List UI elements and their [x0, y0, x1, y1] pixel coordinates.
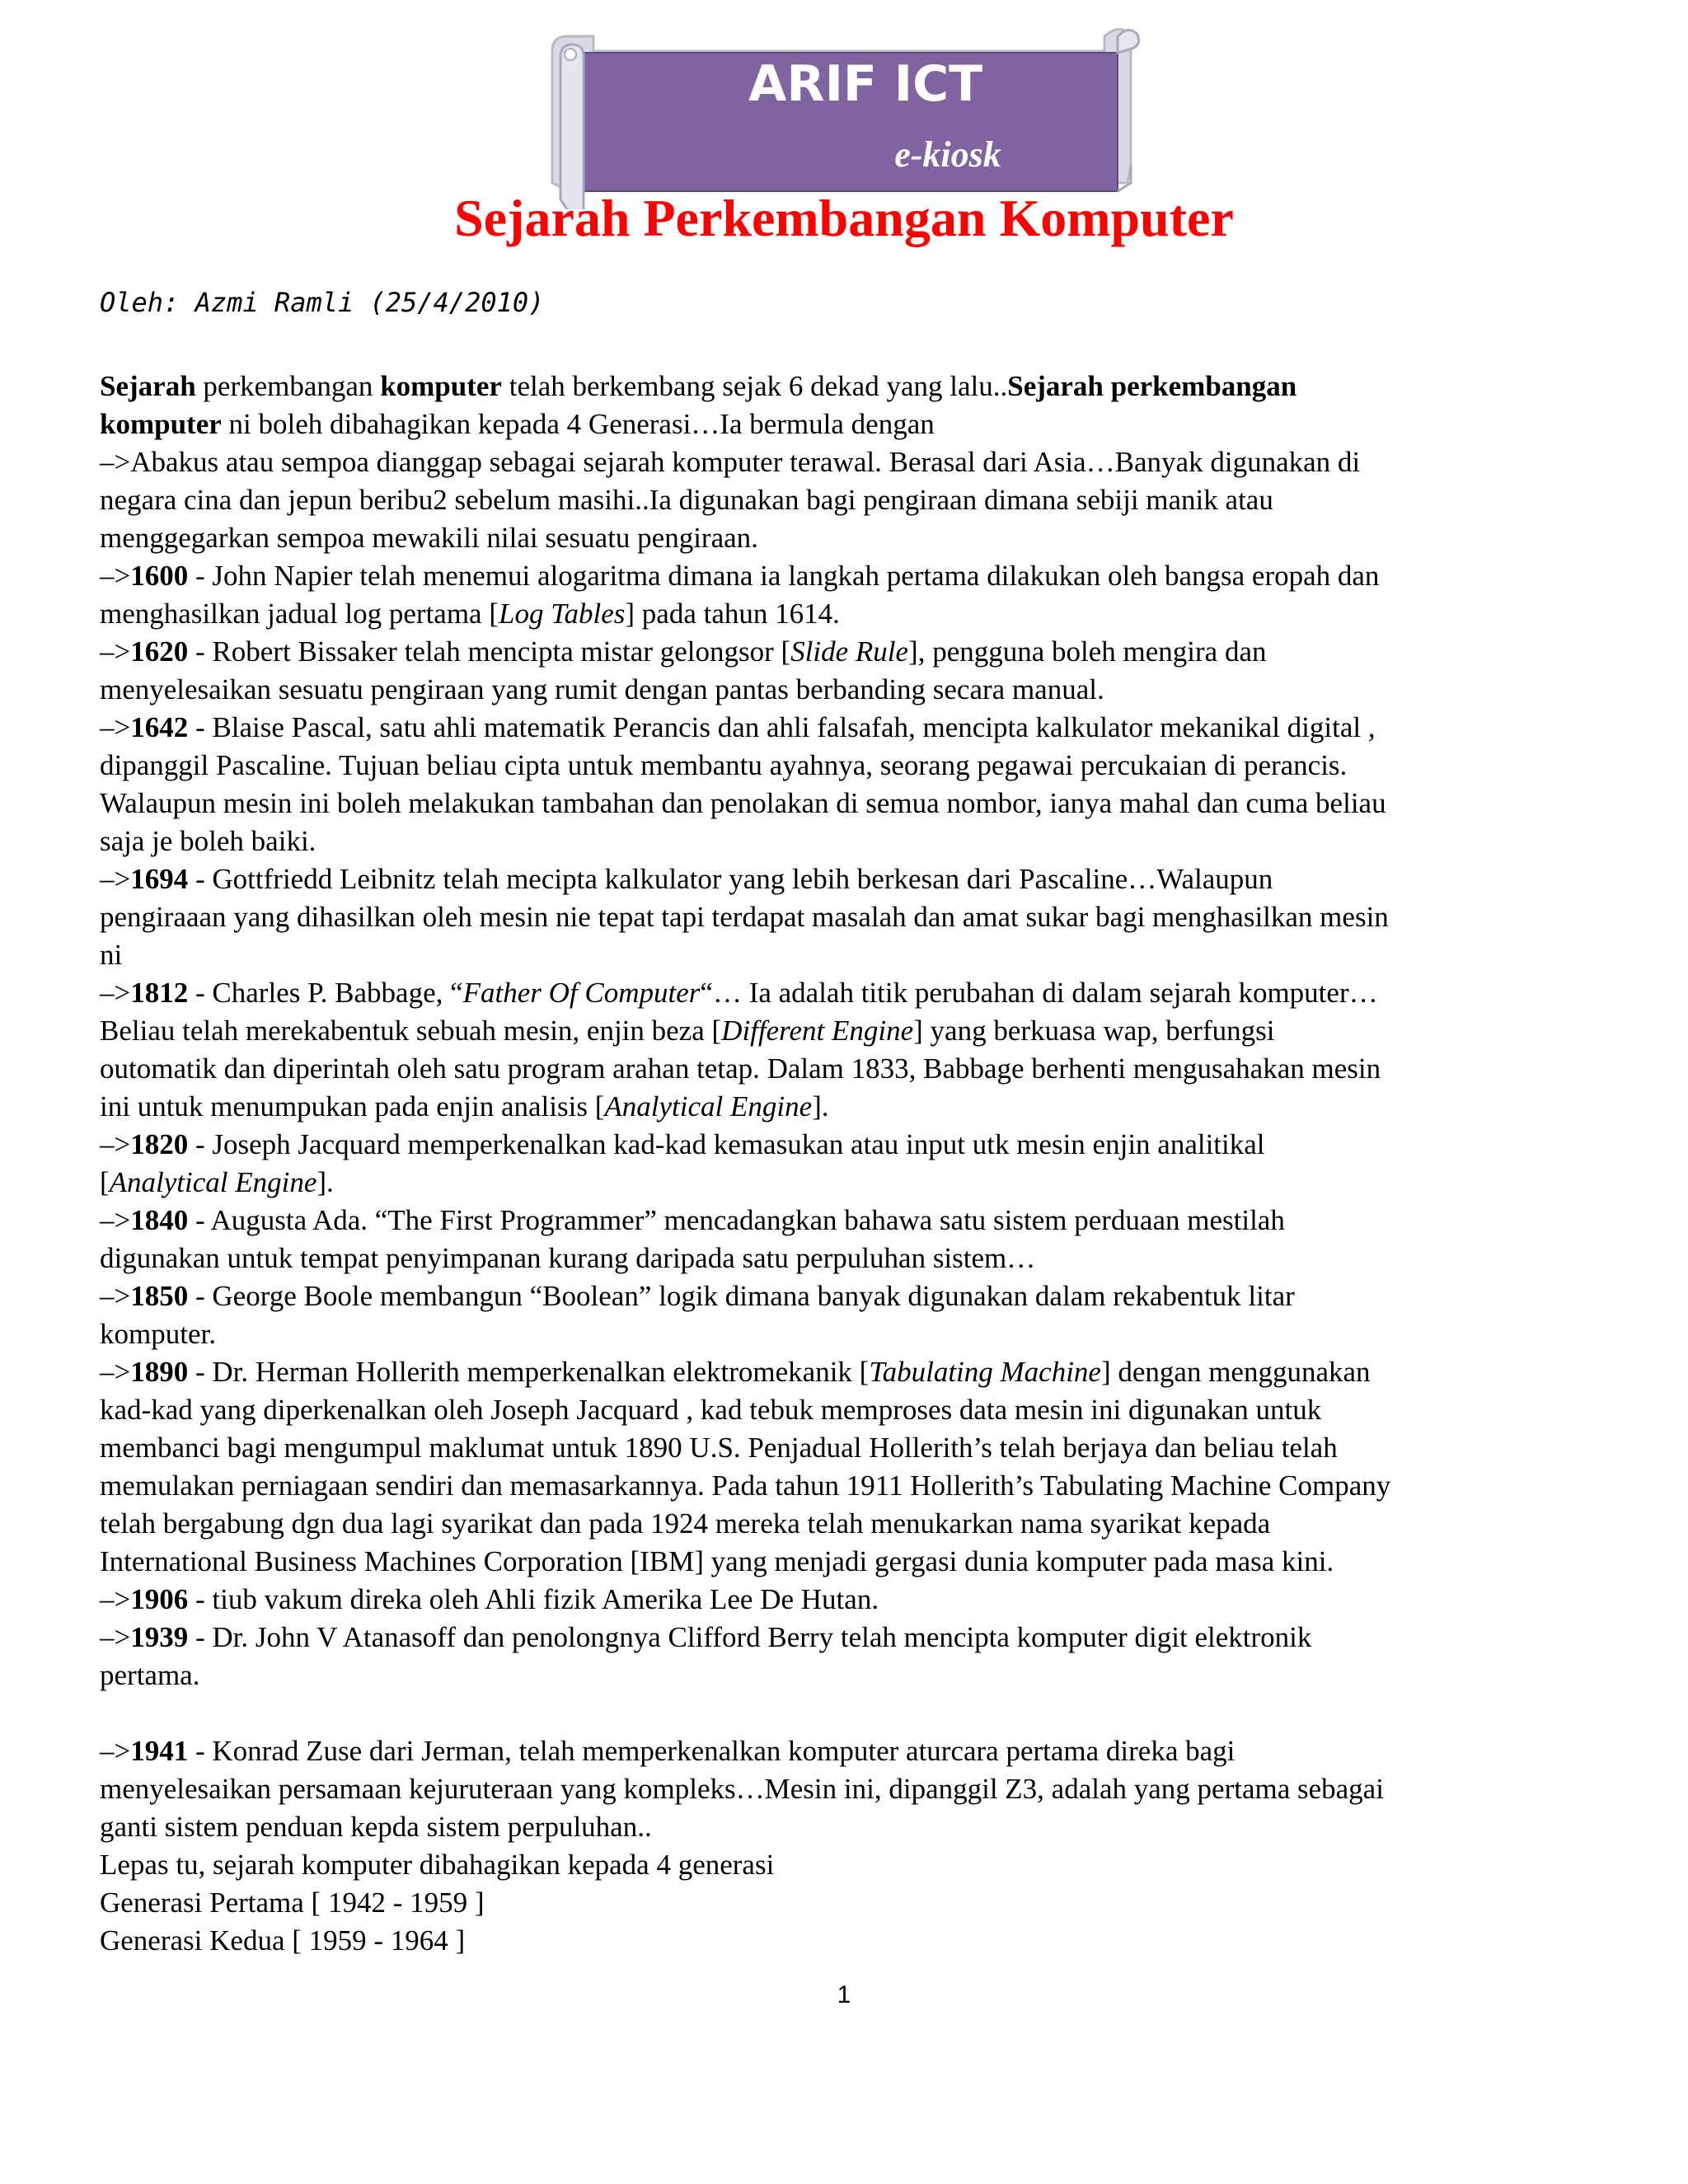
text-run: ].: [812, 1090, 829, 1122]
text-run: - George Boole membangun “Boolean” logik dimana banyak digunakan dalam rekabentuk litar: [188, 1280, 1295, 1312]
text-run: - Blaise Pascal, satu ahli matematik Perancis dan ahli falsafah, mencipta kalkulator mekanikal digital ,: [188, 711, 1376, 743]
body-line: [100, 1240, 1596, 1277]
text-run: telah bergabung dgn dua lagi syarikat dan pada 1924 mereka telah menukarkan nama syarikat kepada: [100, 1507, 1271, 1540]
text-run: Lepas tu, sejarah komputer dibahagikan kepada 4 generasi: [100, 1849, 775, 1881]
text-run: –>: [100, 1128, 131, 1160]
text-run: - tiub vakum direka oleh Ahli fizik Amerika Lee De Hutan.: [188, 1583, 879, 1615]
body-line: [100, 1012, 1596, 1050]
text-run: ini untuk menumpukan pada enjin analisis [: [100, 1090, 605, 1122]
body-line: [100, 1315, 1596, 1353]
text-run: –>: [100, 635, 131, 668]
banner-logo: [528, 18, 1154, 209]
text-run: pengiraaan yang dihasilkan oleh mesin nie tepat tapi terdapat masalah dan amat sukar bagi menghasilkan mesin: [100, 901, 1389, 933]
text-run: menggegarkan sempoa mewakili nilai sesuatu pengiraan.: [100, 522, 758, 554]
body-line: [100, 1657, 1596, 1694]
text-run: Tabulating Machine: [869, 1356, 1101, 1388]
text-run: –>: [100, 560, 131, 592]
body-line: [100, 898, 1596, 936]
text-run: 1890: [130, 1356, 189, 1388]
text-run: Log Tables: [499, 598, 626, 630]
body-line: [100, 1581, 1596, 1619]
text-run: 1840: [130, 1204, 189, 1236]
banner-title: ARIF ICT: [748, 55, 983, 113]
text-run: Generasi Kedua [ 1959 - 1964 ]: [100, 1924, 466, 1957]
text-run: Sejarah perkembangan: [1007, 370, 1297, 402]
text-run: –>Abakus atau sempoa dianggap sebagai sejarah komputer terawal. Berasal dari Asia…Banyak digunakan di: [100, 446, 1361, 478]
text-run: ganti sistem penduan kepda sistem perpuluhan..: [100, 1811, 652, 1843]
text-run: 1820: [130, 1128, 189, 1160]
body-line: [100, 1808, 1596, 1846]
text-run: Walaupun mesin ini boleh melakukan tambahan dan penolakan di semua nombor, ianya mahal dan cuma beliau: [100, 787, 1386, 819]
body-line: [100, 1732, 1596, 1770]
text-run: ] yang berkuasa wap, berfungsi: [913, 1015, 1275, 1047]
page-number: 1: [837, 1981, 851, 2008]
text-run: –>: [100, 1204, 131, 1236]
text-run: digunakan untuk tempat penyimpanan kurang daripada satu perpuluhan sistem…: [100, 1242, 1036, 1274]
body-line: [100, 1770, 1596, 1808]
text-run: 1939: [130, 1621, 189, 1653]
body-line: [100, 1505, 1596, 1543]
text-run: komputer: [380, 370, 502, 402]
text-run: - Dr. John V Atanasoff dan penolongnya Clifford Berry telah mencipta komputer digit elektronik: [188, 1621, 1312, 1653]
text-run: [: [100, 1166, 110, 1198]
body-line: [100, 1088, 1596, 1126]
body-line: [100, 519, 1596, 557]
document-body: [100, 368, 1596, 1960]
text-run: outomatik dan diperintah oleh satu program arahan tetap. Dalam 1833, Babbage berhenti mengusahakan mesin: [100, 1052, 1381, 1085]
text-run: 1941: [130, 1735, 189, 1767]
text-run: Analytical Engine: [109, 1166, 317, 1198]
body-line: [100, 1922, 1596, 1960]
body-line: [100, 709, 1596, 747]
body-line: [100, 481, 1596, 519]
text-run: saja je boleh baiki.: [100, 825, 316, 857]
body-line: [100, 633, 1596, 671]
scroll-banner-icon: [528, 18, 1154, 209]
text-run: –>: [100, 977, 131, 1009]
text-run: - Dr. Herman Hollerith memperkenalkan elektromekanik [: [188, 1356, 870, 1388]
text-run: menyelesaikan sesuatu pengiraan yang rumit dengan pantas berbanding secara manual.: [100, 673, 1104, 705]
text-run: ni boleh dibahagikan kepada 4 Generasi…Ia bermula dengan: [221, 408, 935, 440]
text-run: Generasi Pertama [ 1942 - 1959 ]: [100, 1886, 485, 1919]
body-line: [100, 1884, 1596, 1922]
body-line: [100, 1543, 1596, 1581]
body-line: [100, 936, 1596, 974]
text-run: negara cina dan jepun beribu2 sebelum masihi..Ia digunakan bagi pengiraan dimana sebiji manik atau: [100, 484, 1273, 516]
text-run: Slide Rule: [790, 635, 909, 668]
text-run: memulakan perniagaan sendiri dan memasarkannya. Pada tahun 1911 Hollerith’s Tabulating Machine Company: [100, 1469, 1391, 1502]
body-line: [100, 1277, 1596, 1315]
body-line: [100, 443, 1596, 481]
body-line: [100, 974, 1596, 1012]
text-run: ].: [316, 1166, 334, 1198]
body-line: [100, 1391, 1596, 1429]
text-run: - Robert Bissaker telah mencipta mistar gelongsor [: [188, 635, 791, 668]
body-line: [100, 368, 1596, 405]
body-line: [100, 823, 1596, 860]
text-run: Different Engine: [721, 1015, 914, 1047]
text-run: - Konrad Zuse dari Jerman, telah memperkenalkan komputer aturcara pertama direka bagi: [188, 1735, 1236, 1767]
body-line: [100, 1694, 1596, 1732]
text-run: Beliau telah merekabentuk sebuah mesin, enjin beza [: [100, 1015, 722, 1047]
text-run: membanci bagi mengumpul maklumat untuk 1890 U.S. Penjadual Hollerith’s telah berjaya dan beliau telah: [100, 1432, 1338, 1464]
text-run: Father Of Computer: [462, 977, 701, 1009]
body-line: [100, 405, 1596, 443]
text-run: ], pengguna boleh mengira dan: [908, 635, 1267, 668]
body-line: [100, 860, 1596, 898]
text-run: 1812: [130, 977, 189, 1009]
text-run: Analytical Engine: [604, 1090, 813, 1122]
text-run: - Joseph Jacquard memperkenalkan kad-kad kemasukan atau input utk mesin enjin analitikal: [188, 1128, 1265, 1160]
text-run: 1642: [130, 711, 189, 743]
text-run: menghasilkan jadual log pertama [: [100, 598, 499, 630]
text-run: - John Napier telah menemui alogaritma dimana ia langkah pertama dilakukan oleh bangsa eropah dan: [188, 560, 1380, 592]
text-run: - Gottfriedd Leibnitz telah mecipta kalkulator yang lebih berkesan dari Pascaline…Walaupun: [188, 863, 1273, 895]
body-line: [100, 1202, 1596, 1240]
body-line: [100, 557, 1596, 595]
body-line: [100, 747, 1596, 785]
text-run: –>: [100, 1356, 131, 1388]
body-line: [100, 1353, 1596, 1391]
text-run: ni: [100, 939, 123, 971]
text-run: kad-kad yang diperkenalkan oleh Joseph Jacquard , kad tebuk memproses data mesin ini digunakan untuk: [100, 1394, 1322, 1426]
body-line: [100, 671, 1596, 709]
body-line: [100, 595, 1596, 633]
text-run: –>: [100, 1280, 131, 1312]
text-run: –>: [100, 711, 131, 743]
text-run: –>: [100, 1583, 131, 1615]
body-line: [100, 785, 1596, 823]
text-run: International Business Machines Corporation [IBM] yang menjadi gergasi dunia komputer pada masa kini.: [100, 1545, 1334, 1577]
text-run: Sejarah: [100, 370, 196, 402]
text-run: dipanggil Pascaline. Tujuan beliau cipta untuk membantu ayahnya, seorang pegawai percukaian di perancis.: [100, 749, 1348, 781]
text-run: –>: [100, 863, 131, 895]
text-run: 1694: [130, 863, 189, 895]
text-run: 1906: [130, 1583, 189, 1615]
text-run: 1850: [130, 1280, 189, 1312]
text-run: menyelesaikan persamaan kejuruteraan yang kompleks…Mesin ini, dipanggil Z3, adalah yang pertama sebagai: [100, 1773, 1384, 1805]
text-run: - Charles P. Babbage, “: [188, 977, 463, 1009]
text-run: –>: [100, 1621, 131, 1653]
banner-subtitle: e-kiosk: [894, 134, 1001, 175]
body-line: [100, 1126, 1596, 1164]
text-run: - Augusta Ada. “The First Programmer” mencadangkan bahawa satu sistem perduaan mestilah: [188, 1204, 1285, 1236]
body-line: [100, 1429, 1596, 1467]
author-byline: Oleh: Azmi Ramli (25/4/2010): [100, 287, 545, 318]
text-run: ] dengan menggunakan: [1100, 1356, 1371, 1388]
text-run: “… Ia adalah titik perubahan di dalam sejarah komputer…: [700, 977, 1378, 1009]
text-run: komputer: [100, 408, 222, 440]
body-line: [100, 1050, 1596, 1088]
body-line: [100, 1164, 1596, 1202]
text-run: –>: [100, 1735, 131, 1767]
body-line: [100, 1619, 1596, 1657]
text-run: pertama.: [100, 1659, 200, 1691]
text-run: 1600: [130, 560, 189, 592]
text-run: 1620: [130, 635, 189, 668]
text-run: ] pada tahun 1614.: [625, 598, 840, 630]
text-run: komputer.: [100, 1318, 216, 1350]
text-run: perkembangan: [195, 370, 381, 402]
text-run: telah berkembang sejak 6 dekad yang lalu..: [501, 370, 1008, 402]
body-line: [100, 1467, 1596, 1505]
document-title: Sejarah Perkembangan Komputer: [454, 189, 1234, 247]
body-line: [100, 1846, 1596, 1884]
